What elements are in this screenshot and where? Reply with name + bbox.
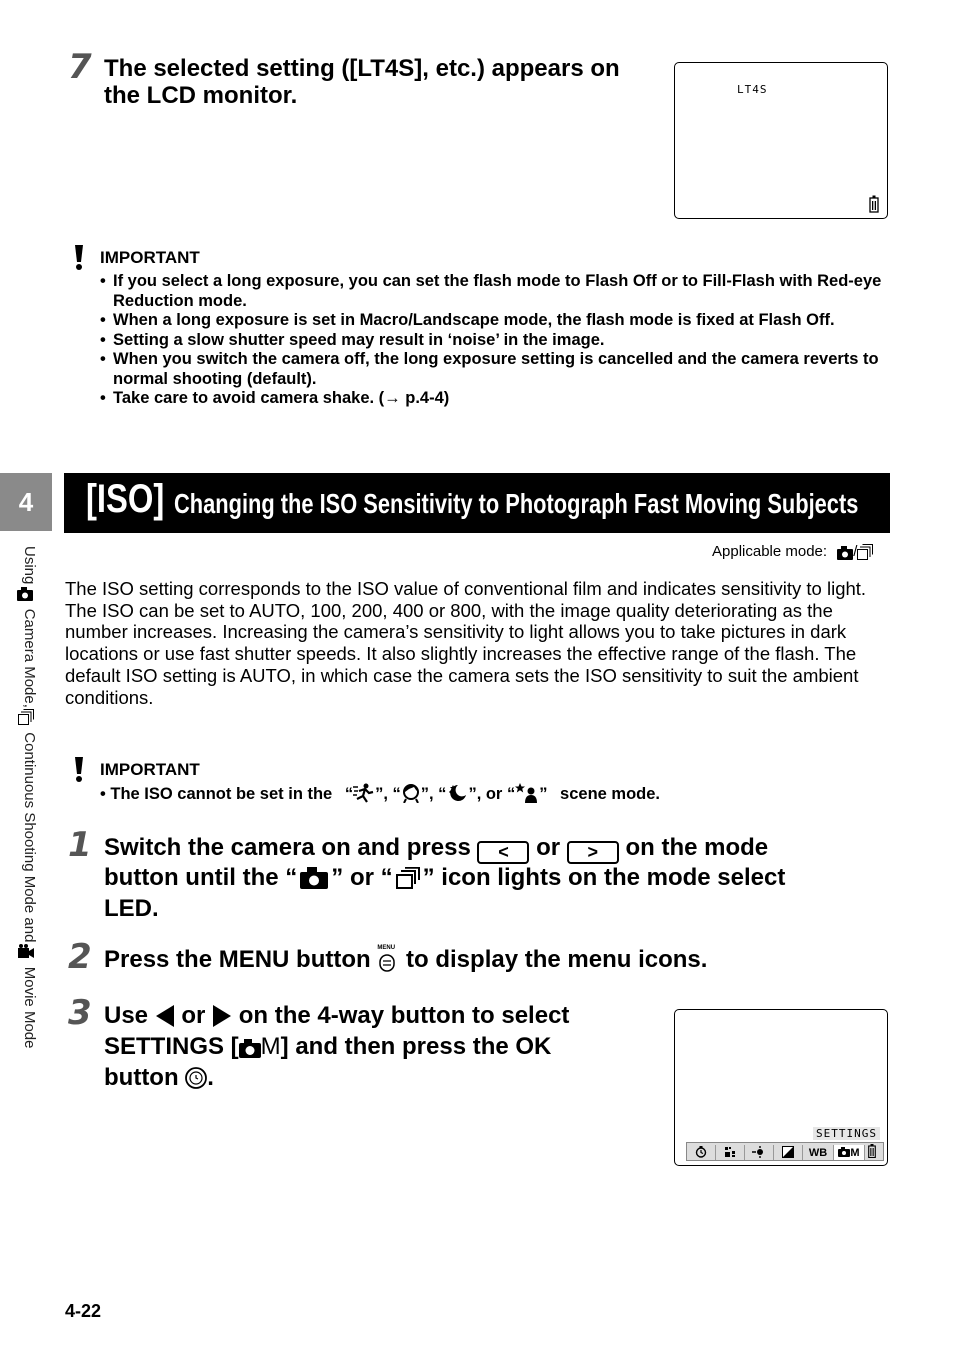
step-3-text-f: button [104, 1064, 179, 1091]
step-3-text-a: Use [104, 1002, 149, 1029]
body-paragraph-2: The ISO can be set to AUTO, 100, 200, 400 or 800, with the image quality deteriorating as the number increases. Increasing the camera’s sensitivity to light allows you to take pictures in dark locations or use fast shutter speeds. It also slightly increases the effective range of the flash. The default ISO setting is AUTO, in which case the camera sets the ISO sensitivity to suit the ambient conditions. [65, 599, 859, 708]
white-balance-icon: WB [803, 1145, 834, 1161]
applicable-mode [712, 543, 873, 564]
step-1-text-c: button until the “ [104, 864, 298, 891]
side-text-movie: Movie Mode [21, 966, 38, 1049]
step-2-text-b: to display the menu icons. [406, 946, 708, 973]
step-1-text-f: LED. [104, 895, 159, 922]
self-timer-icon [687, 1145, 716, 1161]
applicable-label: Applicable mode: [712, 543, 828, 560]
body-paragraph-1: The ISO setting corresponds to the ISO value of conventional film and indicates sensitivity to light. [65, 578, 867, 599]
movie-icon [18, 944, 34, 966]
night-scene-icon [446, 783, 468, 809]
important-icon [72, 757, 86, 788]
section-title: Changing the ISO Sensitivity to Photograph Fast Moving Subjects [174, 488, 859, 519]
page-number: 4-22 [65, 1301, 102, 1321]
important-2-bullet: • The ISO cannot be set in the “ ”, “ ”, “ ”, or “ ” scene mode. [100, 783, 660, 809]
continuous-shooting-icon [857, 544, 873, 564]
focus-icon [745, 1145, 774, 1161]
sports-scene-icon [353, 783, 375, 809]
section-tag: [ISO] [86, 477, 165, 521]
continuous-shooting-icon [396, 867, 420, 895]
step-7-text [104, 55, 620, 109]
step-3-text-c: SETTINGS [ [104, 1033, 239, 1060]
important-list [100, 272, 890, 409]
section-header [64, 473, 890, 533]
applicable-separator: / [853, 543, 858, 560]
step-1-text-a: Switch the camera on and press [104, 834, 471, 861]
step-3-text [104, 1002, 664, 1095]
step-7-line-2: the LCD monitor. [104, 82, 298, 109]
important-bullet: • When you switch the camera off, the long exposure setting is cancelled and the camera reverts to normal shooting (default). [100, 350, 890, 389]
arrow-left-icon [155, 1005, 175, 1033]
left-key-icon: < [477, 841, 529, 864]
important-bullet: • If you select a long exposure, you can set the flash mode to Flash Off or to Fill-Flash with Red-eye Reduction mode. [100, 272, 890, 311]
step-7-number: 7 [68, 47, 92, 87]
important-heading-2: IMPORTANT [100, 760, 200, 779]
portrait-scene-icon [401, 783, 421, 809]
important-icon [72, 245, 86, 276]
step-1-text [104, 834, 894, 922]
side-text-continuous: Continuous Shooting Mode and [21, 732, 38, 943]
important-bullet: • Take care to avoid camera shake. (→ p.4-4) [100, 389, 890, 409]
body-text [65, 578, 890, 708]
important-heading: IMPORTANT [100, 248, 200, 267]
step-7-line-1: The selected setting ([LT4S], etc.) appears on [104, 55, 620, 82]
camera-icon [837, 546, 853, 564]
battery-icon [865, 1143, 879, 1161]
step-3-text-e: ] and then press the OK [280, 1033, 552, 1060]
quality-icon [716, 1145, 745, 1161]
step-1-text-d: ” or “ [331, 864, 393, 891]
step-3-text-d: M [260, 1033, 281, 1060]
step-2-number: 2 [68, 937, 92, 977]
step-1-number: 1 [68, 825, 92, 865]
step-3-or: or [181, 1002, 206, 1029]
camera-icon [17, 587, 33, 607]
step-3-text-b: on the 4-way button to select [238, 1002, 570, 1029]
chapter-tab [0, 473, 52, 531]
night-portrait-scene-icon [515, 783, 539, 809]
step-1-text-b: on the mode [625, 834, 769, 861]
lcd-monitor-2 [674, 1009, 888, 1166]
step-1-text-e: ” icon lights on the mode select [422, 864, 786, 891]
ok-button-icon [185, 1067, 207, 1095]
important-bullet: • Setting a slow shutter speed may result in ‘noise’ in the image. [100, 331, 890, 351]
lcd-monitor-1 [674, 62, 888, 219]
step-2-text-a: Press the MENU button [104, 946, 371, 973]
side-running-text [19, 546, 41, 1186]
side-text-using: Using [21, 546, 38, 585]
step-3-number: 3 [68, 993, 92, 1033]
right-key-icon: > [567, 841, 619, 864]
lcd-m-label: M [850, 1147, 860, 1159]
lcd-menu-icon-row [686, 1142, 884, 1161]
continuous-shooting-icon [18, 709, 34, 731]
step-1-or: or [536, 834, 561, 861]
camera-icon [300, 867, 328, 895]
arrow-right-icon [212, 1005, 232, 1033]
important-2-pre: The ISO cannot be set in the [110, 785, 333, 803]
important-bullet: • When a long exposure is set in Macro/Landscape mode, the flash mode is fixed at Flash Off. [100, 311, 890, 331]
lcd-readout: LT4S [737, 83, 768, 96]
step-2-text [104, 945, 707, 973]
lcd-settings-label: SETTINGS [813, 1127, 880, 1140]
battery-icon [869, 195, 879, 218]
step-3-text-g: . [207, 1064, 214, 1091]
camera-settings-icon [239, 1037, 261, 1064]
important-2-post: scene mode. [560, 785, 661, 803]
exposure-comp-icon [774, 1145, 803, 1161]
menu-button-icon: MENU [377, 945, 399, 973]
side-text-camera-mode: Camera Mode, [21, 608, 38, 708]
chapter-number: 4 [18, 487, 34, 517]
camera-settings-icon [834, 1145, 865, 1161]
